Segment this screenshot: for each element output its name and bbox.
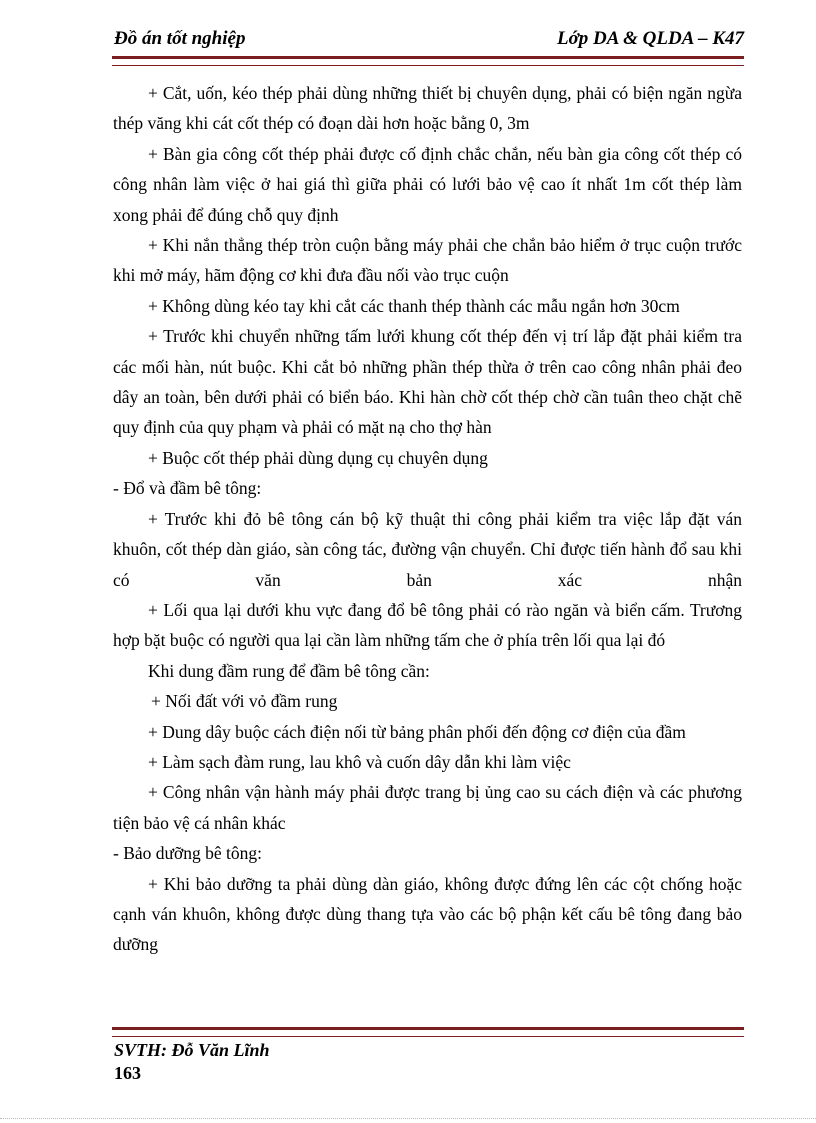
page-edge-dots	[0, 1118, 816, 1119]
footer-rule	[112, 1027, 744, 1037]
section-heading: - Đổ và đầm bê tông:	[113, 478, 262, 499]
paragraph: + Làm sạch đàm rung, lau khô và cuốn dây dẫn khi làm việc	[148, 751, 571, 772]
section-heading: - Bảo dưỡng bê tông:	[113, 843, 262, 864]
paragraph: + Nối đất với vỏ đầm rung	[151, 691, 338, 712]
page-header	[114, 26, 744, 54]
header-class: Lớp DA & QLDA – K47	[556, 28, 744, 49]
document-body	[113, 78, 742, 960]
paragraph: + Bàn gia công cốt thép phải được cố định chắc chắn, nếu bàn gia công cốt thép có công nhân làm việc ở hai giá thì giữa phải có lưới bảo vệ cao ít nhất 1m cốt thép làm xong phải để đúng chỗ quy định	[113, 143, 742, 225]
paragraph: + Không dùng kéo tay khi cắt các thanh thép thành các mẫu ngắn hơn 30cm	[148, 295, 680, 316]
footer-author: SVTH: Đỗ Văn Lĩnh	[114, 1040, 270, 1060]
paragraph: + Cắt, uốn, kéo thép phải dùng những thiết bị chuyên dụng, phải có biện ngăn ngừa thép văng khi cát cốt thép có đoạn dài hơn hoặc bằng 0, 3m	[113, 83, 742, 134]
paragraph: + Khi nắn thẳng thép tròn cuộn bằng máy phải che chắn bảo hiểm ở trục cuộn trước khi mở máy, hãm động cơ khi đưa đầu nối vào trục cuộn	[113, 235, 742, 286]
page-number: 163	[114, 1063, 141, 1083]
paragraph: + Công nhân vận hành máy phải được trang bị ủng cao su cách điện và các phương tiện bảo vệ cá nhân khác	[113, 782, 742, 833]
header-rule	[112, 56, 744, 66]
paragraph: + Dung dây buộc cách điện nối từ bảng phân phối đến động cơ điện của đầm	[148, 721, 686, 742]
paragraph: + Trước khi chuyển những tấm lưới khung cốt thép đến vị trí lắp đặt phải kiểm tra các mối hàn, nút buộc. Khi cắt bỏ những phần thép thừa ở trên cao công nhân phải đeo dây an toàn, bên dưới phải có biển báo. Khi hàn chờ cốt thép chờ cần tuân theo chặt chẽ quy định của quy phạm và phải có mặt nạ cho thợ hàn	[113, 326, 742, 438]
paragraph: + Buộc cốt thép phải dùng dụng cụ chuyên dụng	[148, 447, 488, 468]
paragraph: + Trước khi đỏ bê tông cán bộ kỹ thuật thi công phải kiểm tra việc lắp đặt ván khuôn, cốt thép dàn giáo, sàn công tác, đường vận chuyển. Chỉ được tiến hành đổ sau khi có văn bản xác nhận	[113, 508, 742, 590]
paragraph: + Khi bảo dưỡng ta phải dùng dàn giáo, không được đứng lên các cột chống hoặc cạnh ván khuôn, không được dùng thang tựa vào các bộ phận kết cấu bê tông đang bảo dưỡng	[113, 873, 742, 955]
header-title: Đồ án tốt nghiệp	[114, 28, 246, 49]
paragraph: Khi dung đầm rung để đầm bê tông cần:	[148, 660, 430, 681]
paragraph: + Lối qua lại dưới khu vực đang đổ bê tông phải có rào ngăn và biển cấm. Trương hợp bặt buộc có người qua lại cần làm những tấm che ở phía trên lối qua lại đó	[113, 599, 742, 651]
